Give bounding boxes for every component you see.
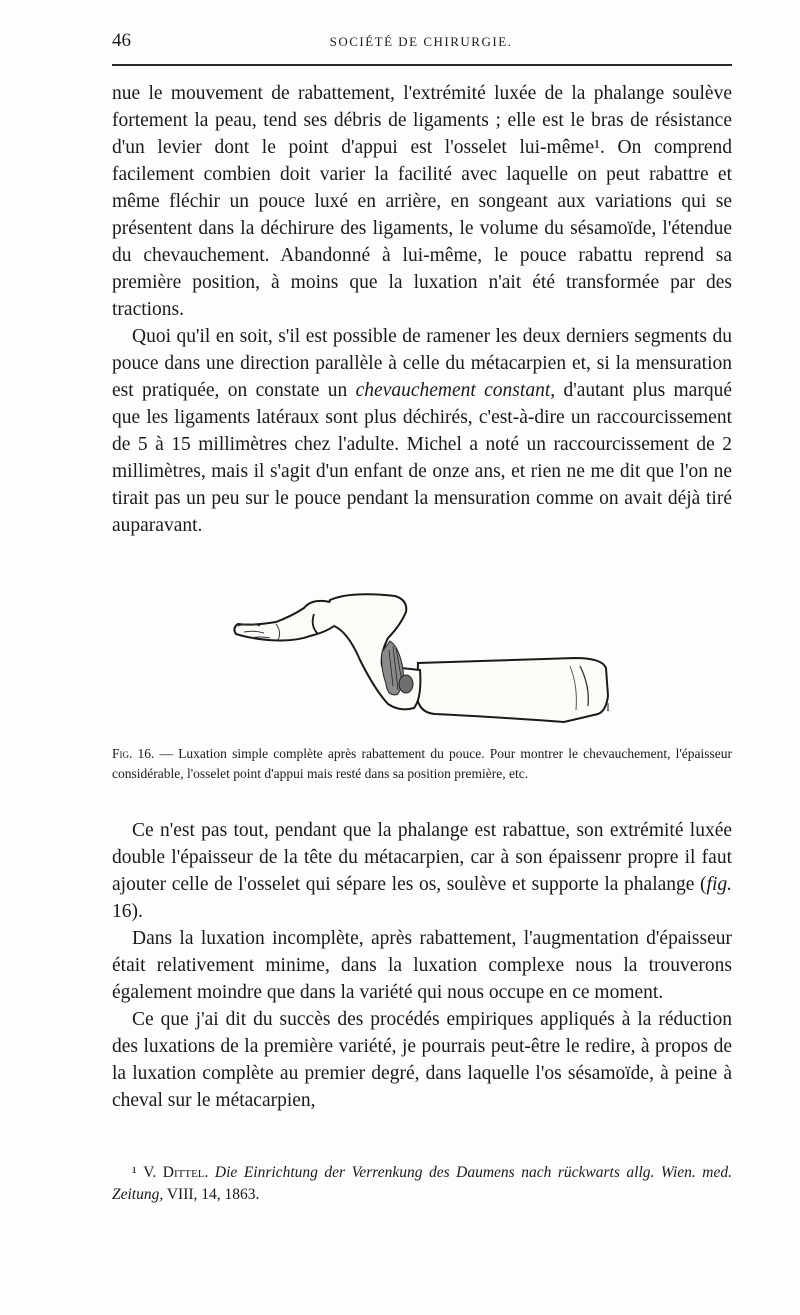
upper-text-block <box>112 80 732 539</box>
header-rule <box>112 64 732 66</box>
footnote-author: V. Dittel. <box>143 1164 209 1181</box>
figure-label: Fig. 16. <box>112 746 155 761</box>
paragraph: nue le mouvement de rabattement, l'extrémité luxée de la phalange soulève fortement la peau, tend ses débris de ligaments ; elle est le bras de résistance d'un levier dont le point d'appui est l'osselet lui-même¹. On comprend facilement combien doit varier la facilité avec laquelle on peut rabattre et même fléchir un pouce luxé en arrière, en songeant aux variations qui se présentent dans la déchirure des ligaments, le volume du sésamoïde, l'étendue du chevauchement. Abandonné à lui-même, le pouce rabattu reprend sa première position, à moins que la luxation n'ait été transformée par des tractions. <box>112 83 732 320</box>
italic-run: chevauchement constant, <box>355 380 556 401</box>
footnote <box>112 1162 732 1206</box>
paragraph <box>112 323 732 539</box>
running-head: SOCIÉTÉ DE CHIRURGIE. <box>329 34 513 49</box>
caption-text: — Luxation simple complète après rabattement du pouce. Pour montrer le chevauchement, l'épaisseur considérable, l'osselet point d'appui mais resté dans sa position première, etc. <box>112 746 732 781</box>
text-run: Quoi qu'il en soit, s'il est possible de ramener les deux derniers segments du pouce dans une direction parallèle à celle du métacarpien et, si la mensuration est pratiquée, on constate un <box>112 326 732 401</box>
metacarpal-bone <box>417 658 608 722</box>
thumb-luxation-drawing <box>230 586 630 731</box>
text-run: d'autant plus marqué que les ligaments latéraux sont plus déchirés, c'est-à-dire un raccourcissement de 5 à 15 millimètres chez l'adulte. Michel a noté un raccourcissement de 2 millimètres, mais il s'agit d'un enfant de onze ans, et rien ne me dit que l'on ne tirait pas un peu sur le pouce pendant la mensuration comme on avait déjà tiré auparavant. <box>112 380 732 536</box>
italic-run: fig. <box>706 874 732 895</box>
page-header <box>112 30 730 56</box>
figure-marker: I <box>606 700 610 714</box>
text-run: 16). <box>112 901 143 922</box>
footnote-marker: ¹ <box>132 1164 137 1181</box>
paragraph: Dans la luxation incomplète, après rabattement, l'augmentation d'épaisseur était relativement minime, dans la luxation complexe nous la trouverons également moindre que dans la variété qui nous occupe en ce moment. <box>112 928 732 1003</box>
figure-16-illustration <box>230 586 630 731</box>
footnote-title: Die Einrichtung der Verrenkung des Daumens nach rückwarts allg. Wien. med. Zeitung, <box>112 1164 732 1203</box>
figure-caption <box>112 744 732 784</box>
lower-text-block <box>112 817 732 1114</box>
paragraph <box>112 817 732 925</box>
footnote-ref: VIII, 14, 1863. <box>163 1186 260 1203</box>
paragraph: Ce que j'ai dit du succès des procédés empiriques appliqués à la réduction des luxations de la première variété, je pourrais peut-être le redire, à propos de la luxation complète au premier degré, dans laquelle l'os sésamoïde, à peine à cheval sur le métacarpien, <box>112 1009 732 1111</box>
page-number: 46 <box>112 30 131 51</box>
text-run: Ce n'est pas tout, pendant que la phalange est rabattue, son extrémité luxée double l'épaisseur de la tête du métacarpien, car à son épaissenr propre il faut ajouter celle de l'osselet qui sépare les os, soulève et supporte la phalange ( <box>112 820 732 895</box>
distal-phalanx-bone <box>234 601 334 641</box>
